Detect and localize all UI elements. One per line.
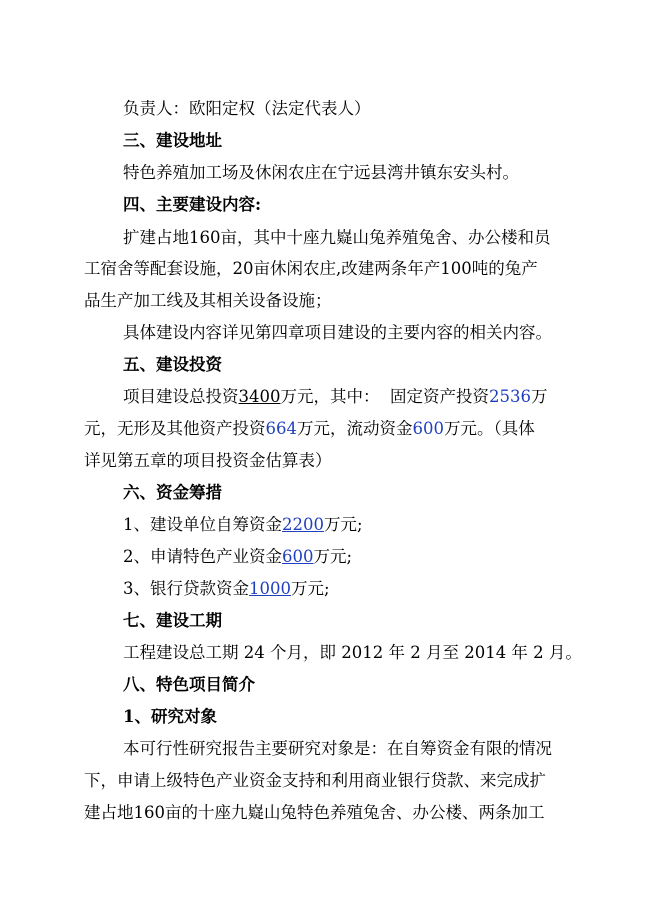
heading-financing: 六、资金筹措 (123, 483, 222, 502)
study-line-2: 下，申请上级特色产业资金支持和利用商业银行贷款、来完成扩 (84, 771, 546, 790)
financing-item-2 (0, 546, 662, 568)
financing-label: 1、建设单位自筹资金 (123, 515, 282, 534)
investment-line-1 (0, 386, 662, 408)
heading-project-intro: 八、特色项目简介 (123, 675, 255, 694)
responsible-person: 负责人：欧阳定权（法定代表人） (123, 99, 371, 118)
intangible-asset-value: 664 (265, 419, 297, 438)
content-line-2: 工宿舍等配套设施，20亩休闲农庄,改建两条年产100吨的兔产 (84, 259, 538, 278)
investment-line-2 (0, 418, 662, 440)
special-fund-value: 600 (282, 547, 314, 566)
address-text: 特色养殖加工场及休闲农庄在宁远县湾井镇东安头村。 (123, 163, 519, 182)
study-line-1: 本可行性研究报告主要研究对象是：在自筹资金有限的情况 (123, 739, 552, 758)
content-line-3: 品生产加工线及其相关设备设施； (84, 291, 332, 310)
financing-label: 3、银行贷款资金 (123, 579, 249, 598)
fixed-asset-value: 2536 (489, 387, 531, 406)
financing-unit: 万元; (324, 515, 363, 534)
self-funding-value: 2200 (282, 515, 324, 534)
financing-unit: 万元; (291, 579, 330, 598)
period-text: 工程建设总工期 24 个月，即 2012 年 2 月至 2014 年 2 月。 (123, 643, 582, 662)
bank-loan-value: 1000 (249, 579, 291, 598)
total-investment-value: 3400 (238, 387, 281, 406)
financing-item-1 (0, 514, 662, 536)
content-reference: 具体建设内容详见第四章项目建设的主要内容的相关内容。 (123, 323, 552, 342)
investment-text: 万元，流动资金 (297, 419, 413, 438)
investment-text: 万元。（具体 (444, 419, 535, 438)
heading-address: 三、建设地址 (123, 131, 222, 150)
investment-line-3: 详见第五章的项目投资金估算表） (84, 451, 332, 470)
heading-period: 七、建设工期 (123, 611, 222, 630)
investment-text: 元，无形及其他资产投资 (84, 419, 266, 438)
heading-content: 四、主要建设内容: (123, 195, 262, 214)
investment-text: 万 (531, 387, 548, 406)
content-line-1: 扩建占地160亩，其中十座九嶷山兔养殖兔舍、办公楼和员 (123, 228, 551, 247)
investment-text: 项目建设总投资 (123, 387, 239, 406)
financing-unit: 万元; (313, 547, 353, 566)
financing-label: 2、申请特色产业资金 (123, 547, 282, 566)
financing-item-3 (0, 578, 662, 600)
working-capital-value: 600 (412, 419, 444, 438)
investment-text: 万元，其中： 固定资产投资 (280, 387, 489, 406)
study-line-3: 建占地160亩的十座九嶷山兔特色养殖兔舍、办公楼、两条加工 (84, 803, 545, 822)
heading-investment: 五、建设投资 (123, 355, 222, 374)
heading-study-object: 1、研究对象 (123, 707, 217, 726)
